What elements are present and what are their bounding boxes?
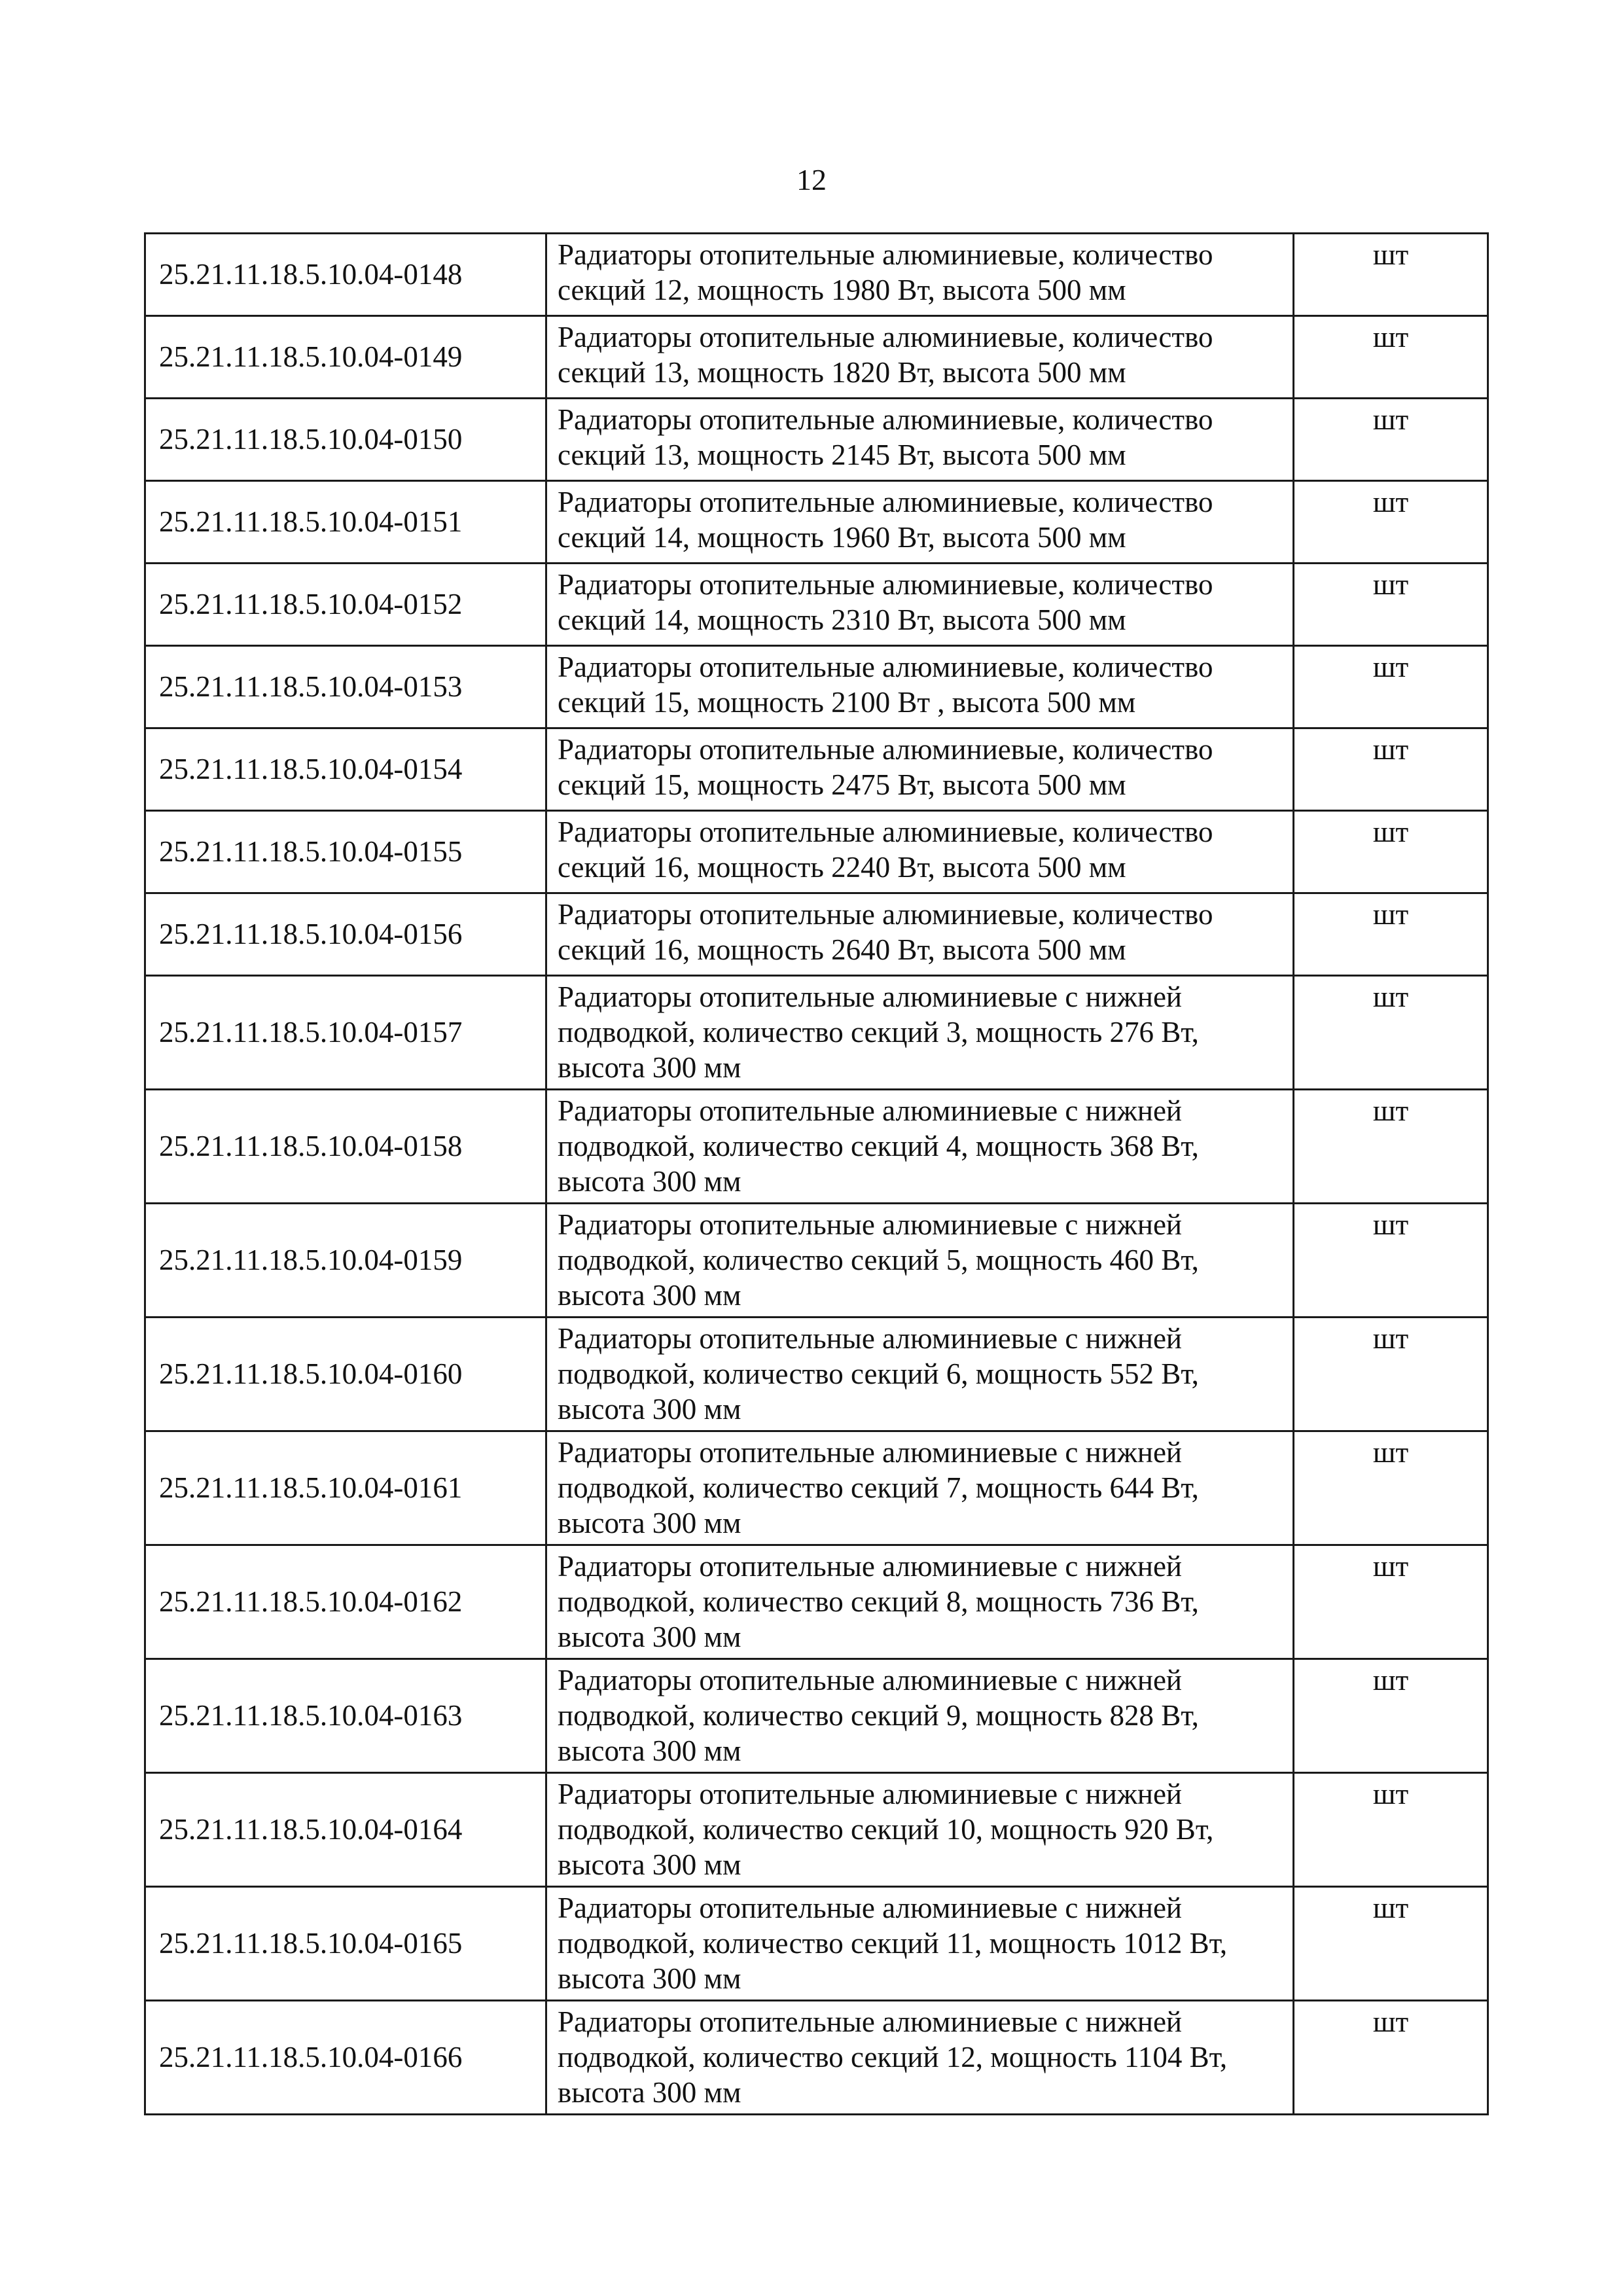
unit-cell: шт [1294, 399, 1488, 481]
resource-code-cell: 25.21.11.18.5.10.04-0165 [145, 1887, 546, 2001]
resource-description-cell: Радиаторы отопительные алюминиевые, количество секций 12, мощность 1980 Вт, высота 500 мм [546, 234, 1294, 316]
resource-code-cell: 25.21.11.18.5.10.04-0161 [145, 1431, 546, 1545]
unit-cell: шт [1294, 1659, 1488, 1773]
resource-description-cell: Радиаторы отопительные алюминиевые, количество секций 16, мощность 2240 Вт, высота 500 мм [546, 811, 1294, 893]
unit-cell: шт [1294, 481, 1488, 564]
unit-cell: шт [1294, 1773, 1488, 1887]
unit-cell: шт [1294, 1090, 1488, 1204]
table-row [145, 481, 1488, 564]
table-row [145, 234, 1488, 316]
resource-description-cell: Радиаторы отопительные алюминиевые с нижней подводкой, количество секций 9, мощность 828 Вт, высота 300 мм [546, 1659, 1294, 1773]
resource-code-cell: 25.21.11.18.5.10.04-0150 [145, 399, 546, 481]
unit-cell: шт [1294, 1318, 1488, 1431]
unit-cell: шт [1294, 811, 1488, 893]
table-row [145, 728, 1488, 811]
unit-cell: шт [1294, 564, 1488, 646]
resource-description-cell: Радиаторы отопительные алюминиевые, количество секций 13, мощность 1820 Вт, высота 500 мм [546, 316, 1294, 399]
resource-description-cell: Радиаторы отопительные алюминиевые с нижней подводкой, количество секций 8, мощность 736 Вт, высота 300 мм [546, 1545, 1294, 1659]
unit-cell: шт [1294, 234, 1488, 316]
resource-description-cell: Радиаторы отопительные алюминиевые с нижней подводкой, количество секций 4, мощность 368 Вт, высота 300 мм [546, 1090, 1294, 1204]
table-row [145, 1887, 1488, 2001]
resource-code-cell: 25.21.11.18.5.10.04-0159 [145, 1204, 546, 1318]
resource-code-cell: 25.21.11.18.5.10.04-0154 [145, 728, 546, 811]
resource-description-cell: Радиаторы отопительные алюминиевые с нижней подводкой, количество секций 10, мощность 920 Вт, высота 300 мм [546, 1773, 1294, 1887]
table-row [145, 1773, 1488, 1887]
unit-cell: шт [1294, 1887, 1488, 2001]
table-row [145, 316, 1488, 399]
table-row [145, 564, 1488, 646]
resource-code-cell: 25.21.11.18.5.10.04-0148 [145, 234, 546, 316]
resource-code-cell: 25.21.11.18.5.10.04-0151 [145, 481, 546, 564]
table-row [145, 1090, 1488, 1204]
resource-code-cell: 25.21.11.18.5.10.04-0166 [145, 2001, 546, 2115]
resource-description-cell: Радиаторы отопительные алюминиевые, количество секций 15, мощность 2475 Вт, высота 500 мм [546, 728, 1294, 811]
table-row [145, 1318, 1488, 1431]
table-body [145, 234, 1488, 2115]
resource-description-cell: Радиаторы отопительные алюминиевые, количество секций 14, мощность 2310 Вт, высота 500 мм [546, 564, 1294, 646]
resource-description-cell: Радиаторы отопительные алюминиевые, количество секций 15, мощность 2100 Вт , высота 500 мм [546, 646, 1294, 728]
unit-cell: шт [1294, 316, 1488, 399]
unit-cell: шт [1294, 2001, 1488, 2115]
resource-code-cell: 25.21.11.18.5.10.04-0163 [145, 1659, 546, 1773]
resource-code-cell: 25.21.11.18.5.10.04-0162 [145, 1545, 546, 1659]
table-row [145, 2001, 1488, 2115]
table-row [145, 1545, 1488, 1659]
resource-code-cell: 25.21.11.18.5.10.04-0152 [145, 564, 546, 646]
resource-description-cell: Радиаторы отопительные алюминиевые, количество секций 14, мощность 1960 Вт, высота 500 мм [546, 481, 1294, 564]
unit-cell: шт [1294, 893, 1488, 976]
table-row [145, 399, 1488, 481]
unit-cell: шт [1294, 976, 1488, 1090]
resource-description-cell: Радиаторы отопительные алюминиевые с нижней подводкой, количество секций 5, мощность 460 Вт, высота 300 мм [546, 1204, 1294, 1318]
resource-code-cell: 25.21.11.18.5.10.04-0164 [145, 1773, 546, 1887]
unit-cell: шт [1294, 1431, 1488, 1545]
resource-code-cell: 25.21.11.18.5.10.04-0155 [145, 811, 546, 893]
resource-description-cell: Радиаторы отопительные алюминиевые с нижней подводкой, количество секций 3, мощность 276 Вт, высота 300 мм [546, 976, 1294, 1090]
resource-table [144, 232, 1489, 2115]
page-number: 12 [796, 163, 827, 196]
resource-code-cell: 25.21.11.18.5.10.04-0149 [145, 316, 546, 399]
unit-cell: шт [1294, 1204, 1488, 1318]
resource-description-cell: Радиаторы отопительные алюминиевые с нижней подводкой, количество секций 11, мощность 1012 Вт, высота 300 мм [546, 1887, 1294, 2001]
resource-code-cell: 25.21.11.18.5.10.04-0157 [145, 976, 546, 1090]
resource-description-cell: Радиаторы отопительные алюминиевые с нижней подводкой, количество секций 7, мощность 644 Вт, высота 300 мм [546, 1431, 1294, 1545]
table-row [145, 976, 1488, 1090]
table-row [145, 646, 1488, 728]
resource-code-cell: 25.21.11.18.5.10.04-0158 [145, 1090, 546, 1204]
unit-cell: шт [1294, 1545, 1488, 1659]
table-row [145, 1431, 1488, 1545]
resource-description-cell: Радиаторы отопительные алюминиевые, количество секций 13, мощность 2145 Вт, высота 500 мм [546, 399, 1294, 481]
table-row [145, 893, 1488, 976]
resource-code-cell: 25.21.11.18.5.10.04-0156 [145, 893, 546, 976]
table-row [145, 811, 1488, 893]
resource-code-cell: 25.21.11.18.5.10.04-0160 [145, 1318, 546, 1431]
resource-description-cell: Радиаторы отопительные алюминиевые с нижней подводкой, количество секций 12, мощность 1104 Вт, высота 300 мм [546, 2001, 1294, 2115]
resource-description-cell: Радиаторы отопительные алюминиевые, количество секций 16, мощность 2640 Вт, высота 500 мм [546, 893, 1294, 976]
table-row [145, 1204, 1488, 1318]
resource-code-cell: 25.21.11.18.5.10.04-0153 [145, 646, 546, 728]
unit-cell: шт [1294, 646, 1488, 728]
table-row [145, 1659, 1488, 1773]
unit-cell: шт [1294, 728, 1488, 811]
resource-description-cell: Радиаторы отопительные алюминиевые с нижней подводкой, количество секций 6, мощность 552 Вт, высота 300 мм [546, 1318, 1294, 1431]
